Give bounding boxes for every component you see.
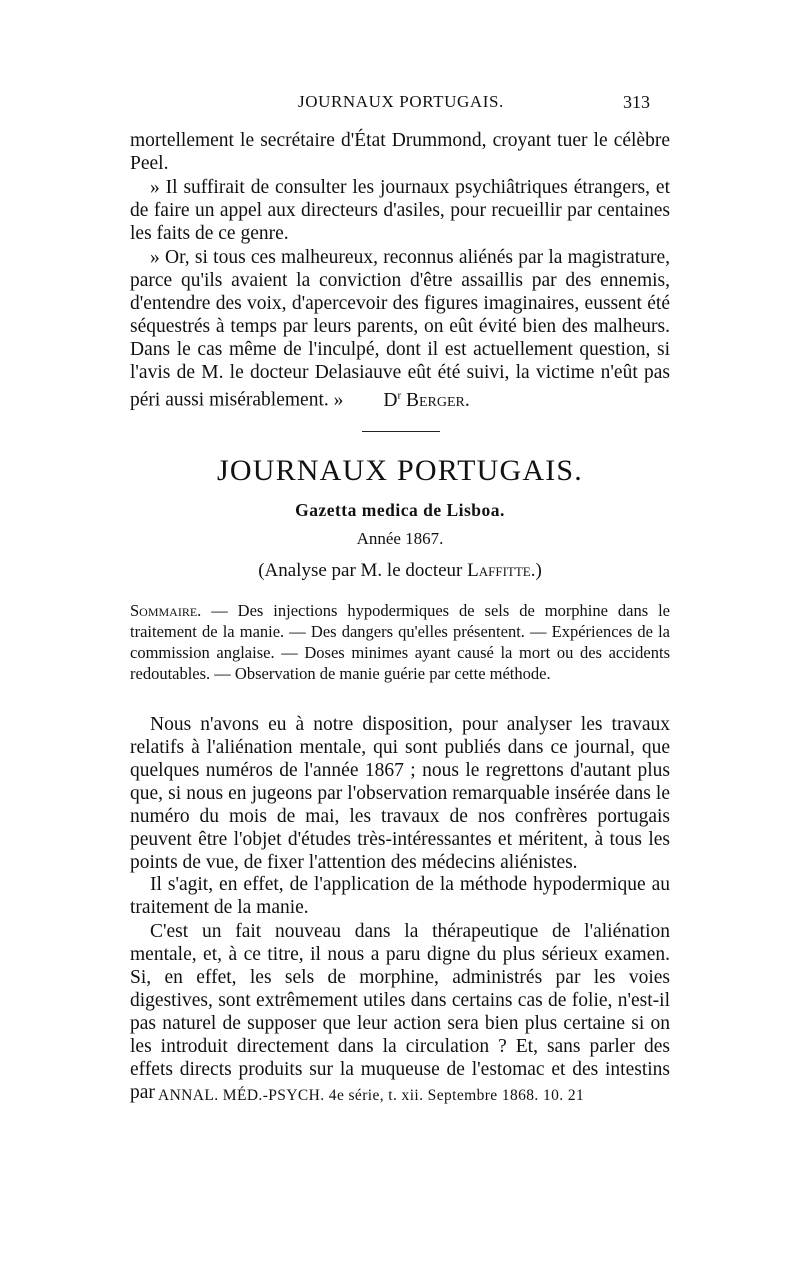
paragraph-text: Il s'agit, en effet, de l'application de la méthode hypodermique au traitement de la manie. xyxy=(130,874,670,918)
signature-name: Berger. xyxy=(406,389,470,411)
journal-subtitle: Gazetta medica de Lisboa. xyxy=(295,500,505,520)
paragraph-therapeutics xyxy=(130,920,670,1104)
paragraph-intro xyxy=(130,713,670,874)
paragraph-text: Nous n'avons eu à notre disposition, pour analyser les travaux relatifs à l'aliénation mentale, qui sont publiés dans ce journal, que quelques numéros de l'année 1867 ; nous le regrettons d'autant plus que, si nous en jugeons par l'observation remarquable insérée dans le numéro du mois de mai, les travaux de nos confrères portugais peuvent être l'objet d'études très-intéressantes et méritent, à tous les points de vue, de fixer l'attention des médecins aliénistes. xyxy=(130,714,670,873)
signature-superscript: r xyxy=(397,389,402,401)
summary-text: — Des injections hypodermiques de sels de morphine dans le traitement de la manie. — Des dangers qu'elles présentent. — Expériences de la commission anglaise. — Doses minimes ayant causé la mort ou des accidents redoutables. — Observation de manie guérie par cette méthode. xyxy=(130,601,670,683)
signature xyxy=(383,390,469,411)
paragraph-quote-2 xyxy=(130,246,670,412)
paragraph-continuation xyxy=(130,129,670,175)
signature-footer: ANNAL. MÉD.-PSYCH. 4e série, t. xii. Septembre 1868. 10. 21 xyxy=(158,1087,585,1104)
section-divider xyxy=(362,431,440,432)
analyst-line xyxy=(130,560,670,582)
summary-label: Sommaire. xyxy=(130,601,202,620)
paragraph-text: » Il suffirait de consulter les journaux psychiâtriques étrangers, et de faire un appel aux directeurs d'asiles, pour recueillir par centaines les faits de ce genre. xyxy=(130,177,670,244)
page-number: 313 xyxy=(623,92,650,112)
paragraph-quote-text xyxy=(130,246,670,412)
running-head-title: JOURNAUX PORTUGAIS. xyxy=(298,92,504,111)
year-line: Année 1867. xyxy=(356,529,444,548)
section-heading: JOURNAUX PORTUGAIS. xyxy=(216,454,584,487)
summary-block xyxy=(130,600,670,684)
paragraph-text: » Or, si tous ces malheureux, reconnus aliénés par la magistrature, parce qu'ils avaient la conviction d'être assaillis par des ennemis, d'entendre des voix, d'apercevoir des figures imaginaires, eussent été séquestrés à temps par leurs parents, on eût évité bien des malheurs. Dans le cas même de l'inculpé, dont il est actuellement question, si l'avis de M. le docteur Delasiauve eût été suivi, la victime n'eût pas péri aussi misérablement. » xyxy=(130,247,670,411)
analyst-prefix: (Analyse par M. le docteur xyxy=(258,560,468,581)
signature-prefix: D xyxy=(383,389,398,411)
running-head xyxy=(130,88,650,118)
paragraph-text: C'est un fait nouveau dans la thérapeutique de l'aliénation mentale, et, à ce titre, il nous a paru digne du plus sérieux examen. Si, en effet, les sels de morphine, administrés par les voies digestives, sont extrêmement utiles dans certains cas de folie, n'est-il pas naturel de supposer que leur action sera bien plus certaine si on les introduit directement dans la circulation ? Et, sans parler des effets directs produits sur la muqueuse de l'estomac et des intestins par xyxy=(130,921,670,1103)
paragraph-method xyxy=(130,873,670,919)
analyst-suffix: .) xyxy=(530,560,542,581)
analyst-name: Laffitte xyxy=(467,560,531,581)
paragraph-quote-1 xyxy=(130,176,670,245)
paragraph-text: mortellement le secrétaire d'État Drummond, croyant tuer le célèbre Peel. xyxy=(130,130,670,174)
